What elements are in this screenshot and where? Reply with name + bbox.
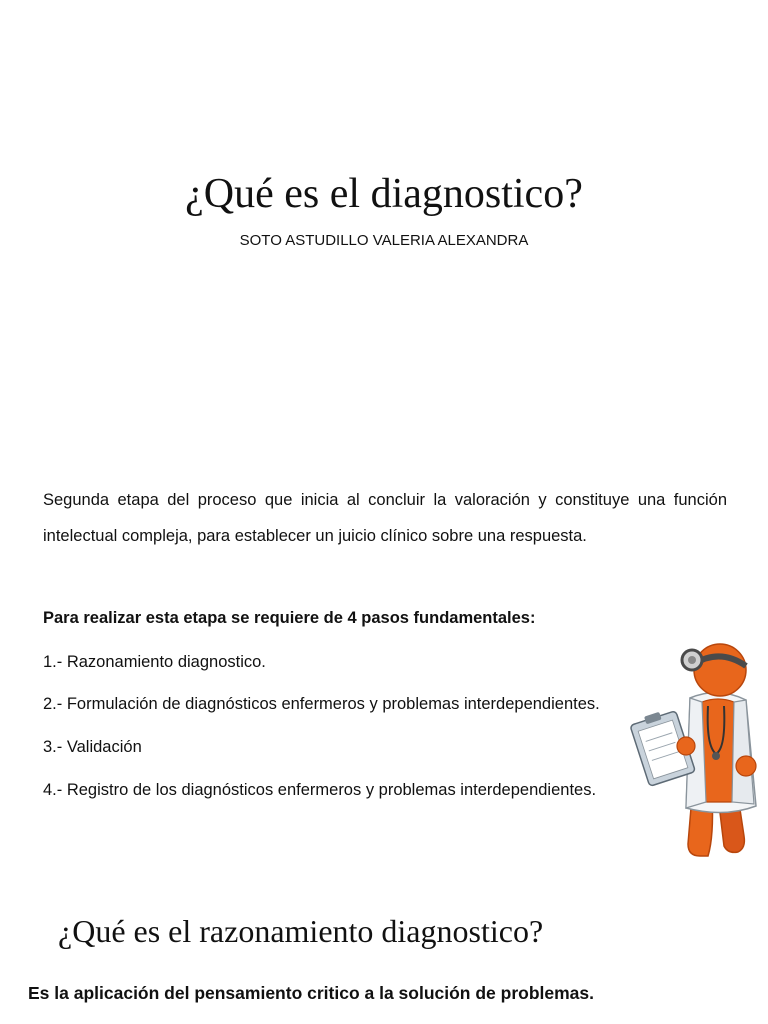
step-item: 4.- Registro de los diagnósticos enfermeros y problemas interdependientes. bbox=[43, 781, 597, 799]
steps-heading: Para realizar esta etapa se requiere de 4 pasos fundamentales: bbox=[43, 609, 536, 627]
step-item: 3.- Validación bbox=[43, 738, 142, 756]
doctor-figure-icon bbox=[628, 636, 768, 860]
step-item: 2.- Formulación de diagnósticos enfermeros y problemas interdependientes. bbox=[43, 695, 600, 713]
step-item: 1.- Razonamiento diagnostico. bbox=[43, 653, 266, 671]
section-subtitle: ¿Qué es el razonamiento diagnostico? bbox=[58, 913, 544, 949]
intro-paragraph: Segunda etapa del proceso que inicia al concluir la valoración y constituye una función intelectual compleja, para establecer un juicio clínico sobre una respuesta. bbox=[43, 491, 727, 545]
page-title: ¿Qué es el diagnostico? bbox=[185, 171, 583, 217]
definition-text: Es la aplicación del pensamiento critico a la solución de problemas. bbox=[28, 983, 595, 1003]
author-name: SOTO ASTUDILLO VALERIA ALEXANDRA bbox=[239, 232, 529, 249]
